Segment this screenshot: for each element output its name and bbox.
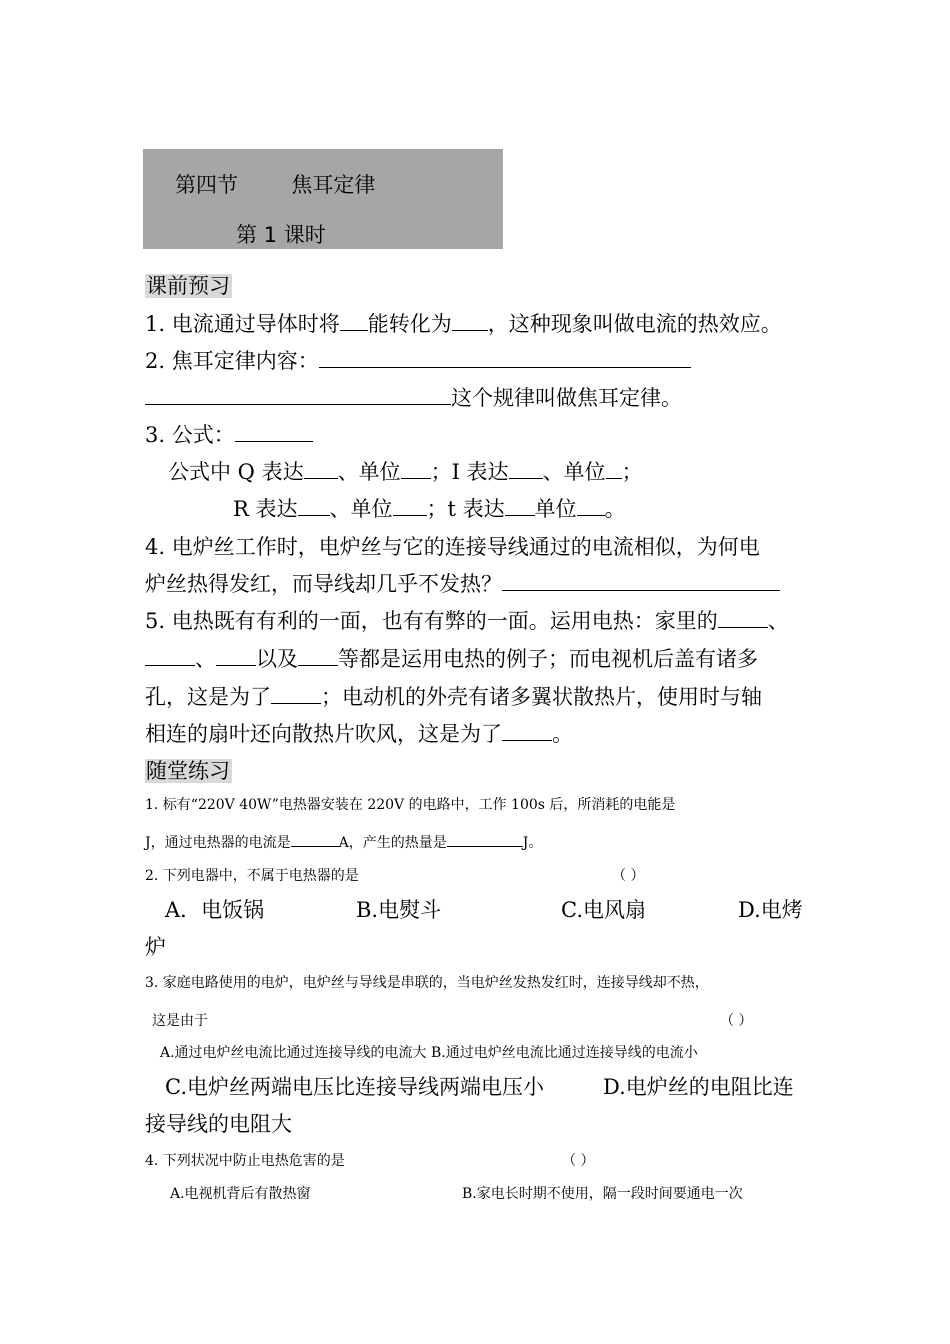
practice-q4-option-b: B.家电长时期不使用，隔一段时间要通电一次 xyxy=(462,1186,743,1202)
blank xyxy=(271,683,321,704)
practice-q2: 2. 下列电器中，不属于电热器的是 xyxy=(145,868,359,884)
blank xyxy=(235,421,313,442)
lesson-subtitle: 第 1 课时 xyxy=(236,223,326,247)
practice-q3-option-d: D.电炉丝的电阻比连 xyxy=(603,1075,794,1099)
preview-q4-cont: 炉丝热得发红，而导线却几乎不发热？ xyxy=(145,570,780,598)
practice-q2-option-c: C.电风扇 xyxy=(561,898,646,922)
blank xyxy=(216,645,256,666)
section-banner xyxy=(143,149,503,249)
preview-q5-line4: 相连的扇叶还向散热片吹风，这是为了 。 xyxy=(145,722,573,746)
blank xyxy=(340,310,368,331)
preview-q2: 2. 焦耳定律内容： xyxy=(145,347,691,375)
blank xyxy=(505,495,535,516)
practice-header: 随堂练习 xyxy=(146,759,230,783)
blank xyxy=(401,458,431,479)
blank xyxy=(447,832,523,847)
blank xyxy=(319,347,691,368)
preview-q3-line2: R 表达 、单位 ；t 表达 单位 。 xyxy=(233,497,626,521)
practice-q2-wrap: 炉 xyxy=(145,935,166,959)
preview-q5-line2: 、 以及 等都是运用电热的例子；而电视机后盖有诸多 xyxy=(145,645,758,673)
blank xyxy=(452,310,488,331)
practice-q1: 1. 标有“220V 40W”电热器安装在 220V 的电路中，工作 100s 后，所消耗的电能是 xyxy=(145,797,676,813)
section-title: 第四节 焦耳定律 xyxy=(175,173,376,197)
practice-q2-option-b: B.电熨斗 xyxy=(356,898,442,922)
practice-q3-option-c: C.电炉丝两端电压比连接导线两端电压小 xyxy=(165,1075,544,1099)
practice-q4-paren: （ ） xyxy=(562,1153,595,1169)
practice-q3-wrap: 接导线的电阻大 xyxy=(145,1112,292,1136)
blank xyxy=(718,607,768,628)
blank xyxy=(291,832,339,847)
blank xyxy=(298,495,330,516)
practice-q3-stem2: 这是由于 xyxy=(152,1013,208,1029)
practice-q3-options-ab: A.通过电炉丝电流比通过连接导线的电流大 B.通过电炉丝电流比通过连接导线的电流小 xyxy=(160,1045,698,1061)
blank xyxy=(393,495,427,516)
practice-q1-cont: J，通过电热器的电流是 A，产生的热量是 J。 xyxy=(145,832,542,853)
blank xyxy=(502,720,552,741)
preview-header-line xyxy=(145,272,232,300)
practice-q2-paren: （ ） xyxy=(612,868,645,884)
blank xyxy=(606,458,622,479)
preview-q4: 4. 电炉丝工作时，电炉丝与它的连接导线通过的电流相似，为何电 xyxy=(145,535,760,559)
practice-q4-option-a: A.电视机背后有散热窗 xyxy=(170,1186,311,1202)
preview-q3: 3. 公式： xyxy=(145,421,313,449)
blank xyxy=(509,458,543,479)
practice-q2-option-d: D.电烤 xyxy=(738,898,803,922)
blank xyxy=(502,570,780,591)
practice-q3: 3. 家庭电路使用的电炉，电炉丝与导线是串联的，当电炉丝发热发红时，连接导线却不热， xyxy=(145,975,709,991)
practice-header-line xyxy=(145,757,232,785)
blank xyxy=(298,645,338,666)
preview-q2-cont: 这个规律叫做焦耳定律。 xyxy=(145,384,682,412)
preview-header: 课前预习 xyxy=(146,274,230,298)
blank xyxy=(145,645,195,666)
practice-q3-paren: （ ） xyxy=(720,1013,753,1029)
preview-q3-line1: 公式中 Q 表达 、单位 ；I 表达 、单位 ； xyxy=(168,460,643,484)
preview-q5: 5. 电热既有有利的一面，也有有弊的一面。运用电热：家里的 、 xyxy=(145,609,789,633)
preview-q5-line3: 孔，这是为了 ；电动机的外壳有诸多翼状散热片，使用时与轴 xyxy=(145,685,762,709)
blank xyxy=(577,495,605,516)
preview-q1: 1. 电流通过导体时将 能转化为 ，这种现象叫做电流的热效应。 xyxy=(145,312,782,336)
practice-q2-option-a: A．电饭锅 xyxy=(165,898,265,922)
blank xyxy=(304,458,338,479)
blank xyxy=(145,384,451,405)
practice-q4: 4. 下列状况中防止电热危害的是 xyxy=(145,1153,345,1169)
